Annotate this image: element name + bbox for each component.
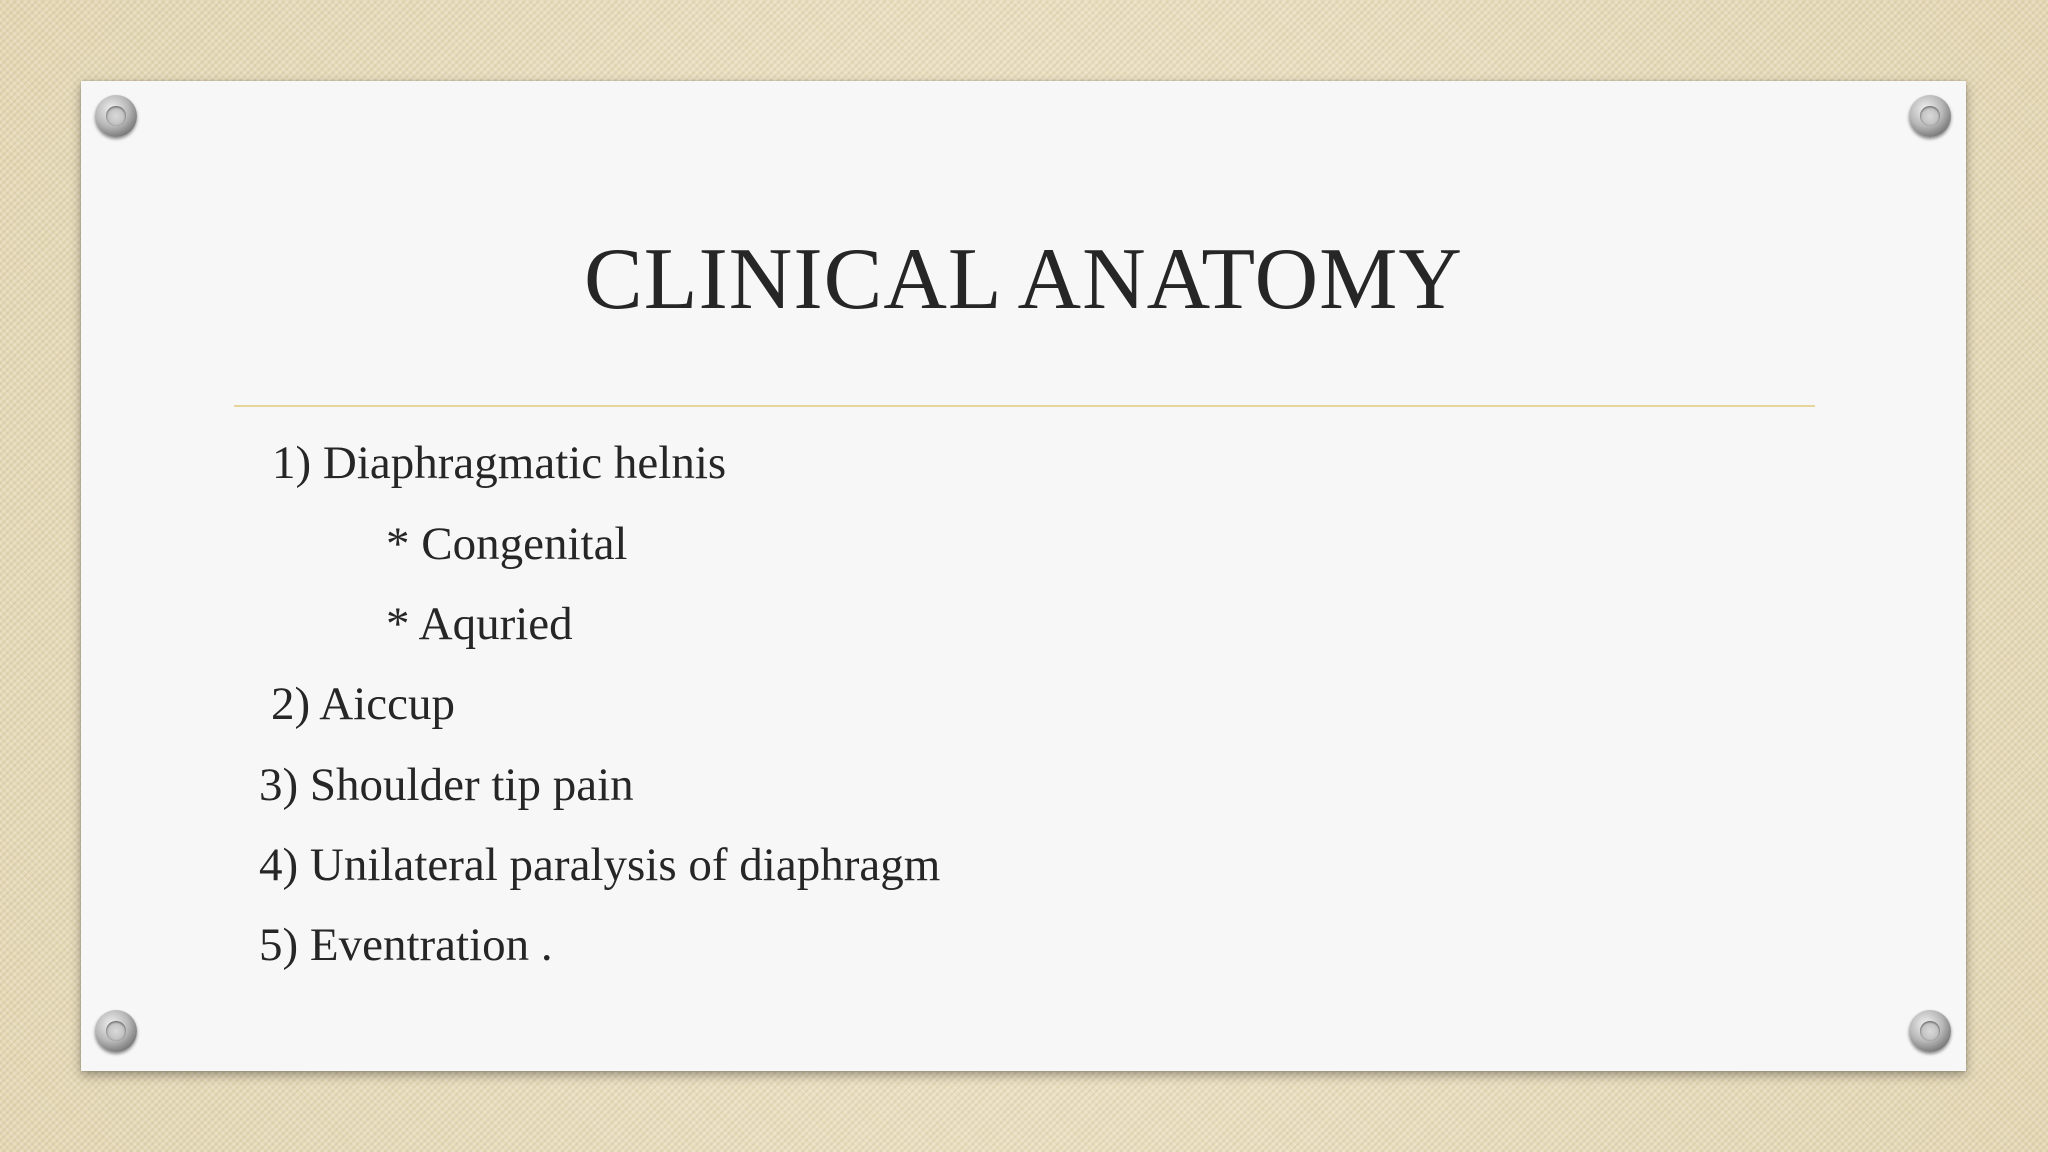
sub-item-congenital: * Congenital bbox=[386, 518, 628, 570]
grommet-icon-top-left bbox=[95, 95, 137, 137]
list-item-hiccup: 2) Aiccup bbox=[271, 678, 456, 730]
grommet-icon-top-right bbox=[1909, 95, 1951, 137]
list-item-unilateral-paralysis: 4) Unilateral paralysis of diaphragm bbox=[259, 839, 941, 891]
list-item-eventration: 5) Eventration . bbox=[259, 919, 553, 971]
list-item-diaphragmatic-hernia: 1) Diaphragmatic helnis bbox=[272, 437, 727, 489]
title-divider bbox=[234, 405, 1815, 407]
grommet-icon-bottom-right bbox=[1909, 1010, 1951, 1052]
grommet-icon-bottom-left bbox=[95, 1010, 137, 1052]
list-item-shoulder-tip-pain: 3) Shoulder tip pain bbox=[259, 759, 634, 811]
slide-title: CLINICAL ANATOMY bbox=[584, 231, 1463, 328]
slide-card bbox=[81, 81, 1966, 1071]
sub-item-acquired: * Aquried bbox=[386, 598, 573, 650]
